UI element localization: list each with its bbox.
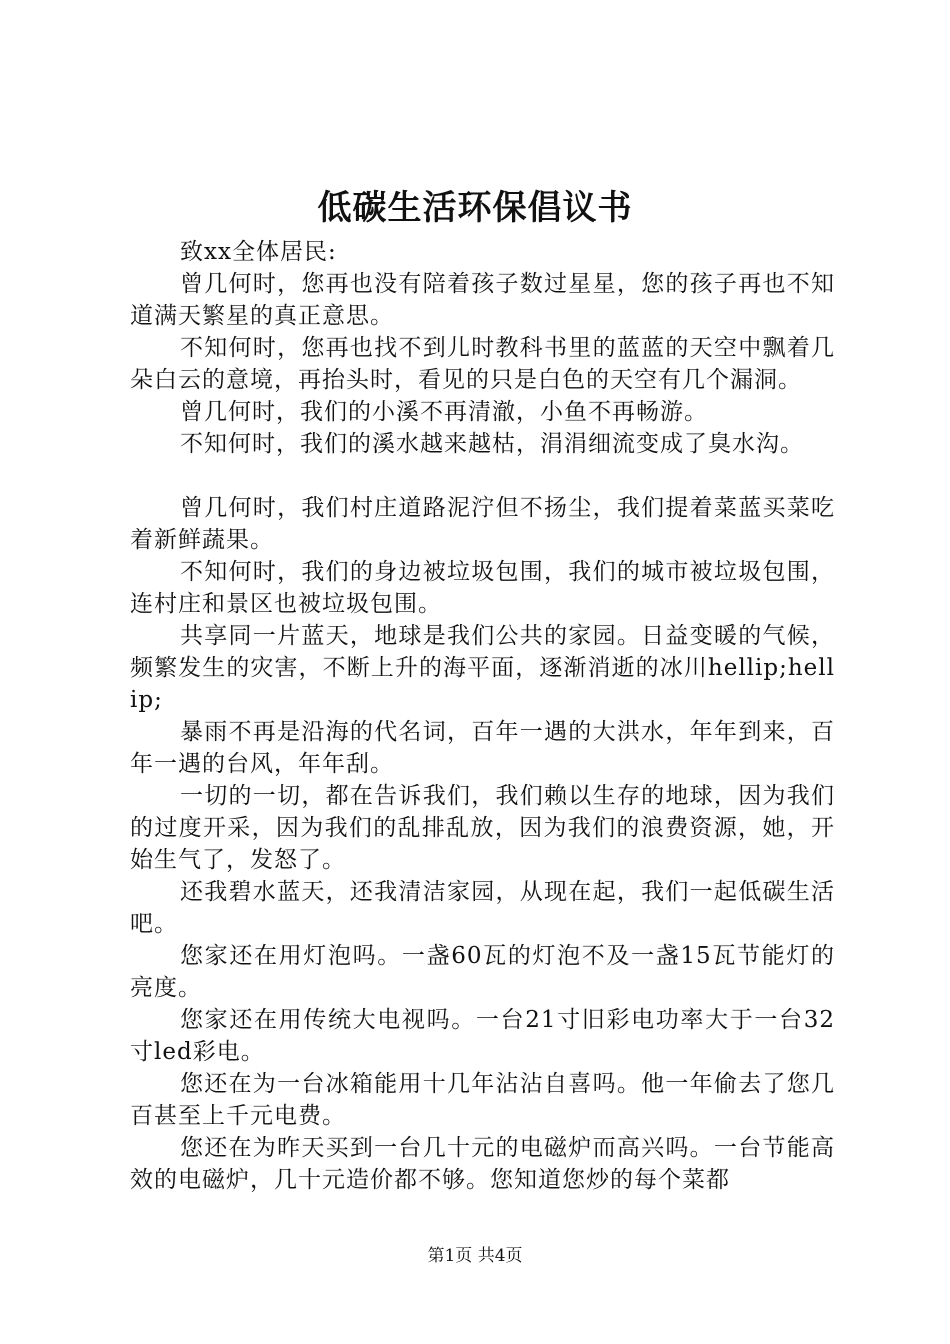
document-title: 低碳生活环保倡议书 (317, 188, 633, 228)
paragraph: 您家还在用灯泡吗。一盏60瓦的灯泡不及一盏15瓦节能灯的亮度。 (130, 943, 835, 1001)
paragraph: 共享同一片蓝天，地球是我们公共的家园。日益变暖的气候，频繁发生的灾害，不断上升的海平面，逐渐消逝的冰川hellip;hellip; (130, 623, 835, 713)
blank-line (130, 460, 835, 492)
paragraph: 不知何时，我们的溪水越来越枯，涓涓细流变成了臭水沟。 (180, 431, 804, 457)
paragraph: 曾几何时，我们的小溪不再清澈，小鱼不再畅游。 (180, 399, 708, 425)
paragraph: 您还在为一台冰箱能用十几年沾沾自喜吗。他一年偷去了您几百甚至上千元电费。 (130, 1071, 835, 1129)
paragraph: 还我碧水蓝天，还我清洁家园，从现在起，我们一起低碳生活吧。 (130, 879, 835, 937)
paragraph: 曾几何时，我们村庄道路泥泞但不扬尘，我们提着菜蓝买菜吃着新鲜蔬果。 (130, 495, 835, 553)
paragraph: 暴雨不再是沿海的代名词，百年一遇的大洪水，年年到来，百年一遇的台风，年年刮。 (130, 719, 835, 777)
document-body (130, 236, 835, 1196)
paragraph: 您家还在用传统大电视吗。一台21寸旧彩电功率大于一台32寸led彩电。 (130, 1007, 835, 1065)
salutation: 致xx全体居民: (180, 239, 337, 265)
paragraph: 您还在为昨天买到一台几十元的电磁炉而高兴吗。一台节能高效的电磁炉，几十元造价都不够。您知道您炒的每个菜都 (130, 1135, 835, 1193)
paragraph: 不知何时，您再也找不到儿时教科书里的蓝蓝的天空中飘着几朵白云的意境，再抬头时，看见的只是白色的天空有几个漏洞。 (130, 335, 835, 393)
paragraph: 一切的一切，都在告诉我们，我们赖以生存的地球，因为我们的过度开采，因为我们的乱排乱放，因为我们的浪费资源，她，开始生气了，发怒了。 (130, 783, 835, 873)
page-number: 第1页 共4页 (427, 1246, 523, 1266)
paragraph: 曾几何时，您再也没有陪着孩子数过星星，您的孩子再也不知道满天繁星的真正意思。 (130, 271, 835, 329)
paragraph: 不知何时，我们的身边被垃圾包围，我们的城市被垃圾包围，连村庄和景区也被垃圾包围。 (130, 559, 835, 617)
